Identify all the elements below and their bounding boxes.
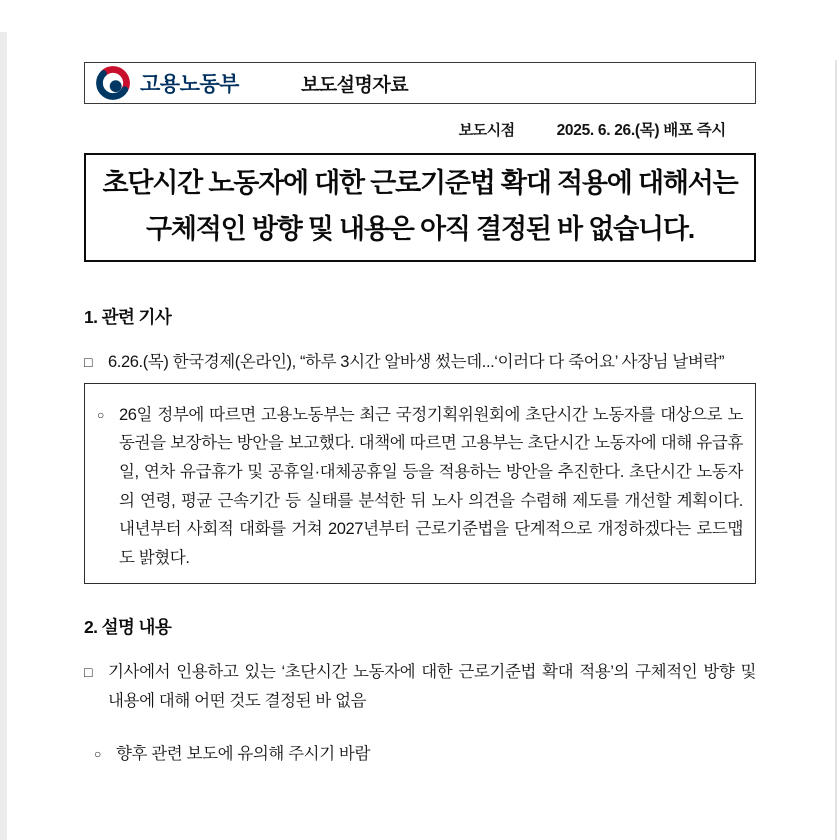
ministry-brand <box>85 65 239 101</box>
section2-heading: 2. 설명 내용 <box>84 617 172 638</box>
page-right-edge <box>835 60 837 840</box>
note-item <box>94 740 756 769</box>
ministry-name: 고용노동부 <box>140 73 239 96</box>
government-emblem-icon <box>95 65 131 101</box>
headline-text: 초단시간 노동자에 대한 근로기준법 확대 적용에 대해서는 구체적인 방향 및 내용은 아직 결정된 바 없습니다. <box>102 168 738 245</box>
square-bullet-icon: □ <box>84 353 93 370</box>
article-quote-box <box>84 383 756 585</box>
related-article-item <box>84 348 756 377</box>
press-time-value: 2025. 6. 26.(목) 배포 즉시 <box>556 122 726 139</box>
document-content <box>84 0 756 769</box>
ministry-header-box <box>84 62 756 104</box>
article-quote-text: 26일 정부에 따르면 고용노동부는 최근 국정기획위원회에 초단시간 노동자를 대상으로 노동권을 보장하는 방안을 보고했다. 대책에 따르면 고용부는 초단시간 노동자에 대해 유급휴일, 연차 유급휴가 및 공휴일·대체공휴일 등을 적용하는 방안을 추진한다. 초단시간 노동자의 연령, 평균 근속기간 등 실태를 분석한 뒤 노사 의견을 수렴해 제도를 개선할 계획이다. 내년부터 사회적 대화를 거쳐 2027년부터 근로기준법을 단계적으로 개정하겠다는 로드맵도 밝혔다. <box>119 405 743 567</box>
headline-box <box>84 153 756 262</box>
explanation-item <box>84 658 756 716</box>
press-time-row <box>84 118 756 140</box>
explanation-text: 기사에서 인용하고 있는 ‘초단시간 노동자에 대한 근로기준법 확대 적용’의 구체적인 방향 및 내용에 대해 어떤 것도 결정된 바 없음 <box>108 663 756 711</box>
circle-bullet-icon: ○ <box>94 747 102 762</box>
section1-heading: 1. 관련 기사 <box>84 306 172 327</box>
square-bullet-icon: □ <box>84 664 93 681</box>
note-text: 향후 관련 보도에 유의해 주시기 바람 <box>116 745 371 764</box>
article-quote-item <box>97 401 743 573</box>
related-article-text: 6.26.(목) 한국경제(온라인), “하루 3시간 알바생 썼는데...‘이러다 다 죽어요’ 사장님 날벼락” <box>108 352 725 371</box>
circle-bullet-icon: ○ <box>97 407 105 422</box>
document-type-label: 보도설명자료 <box>300 74 409 96</box>
page-left-edge <box>0 32 7 840</box>
press-time-label: 보도시점 <box>458 122 515 139</box>
